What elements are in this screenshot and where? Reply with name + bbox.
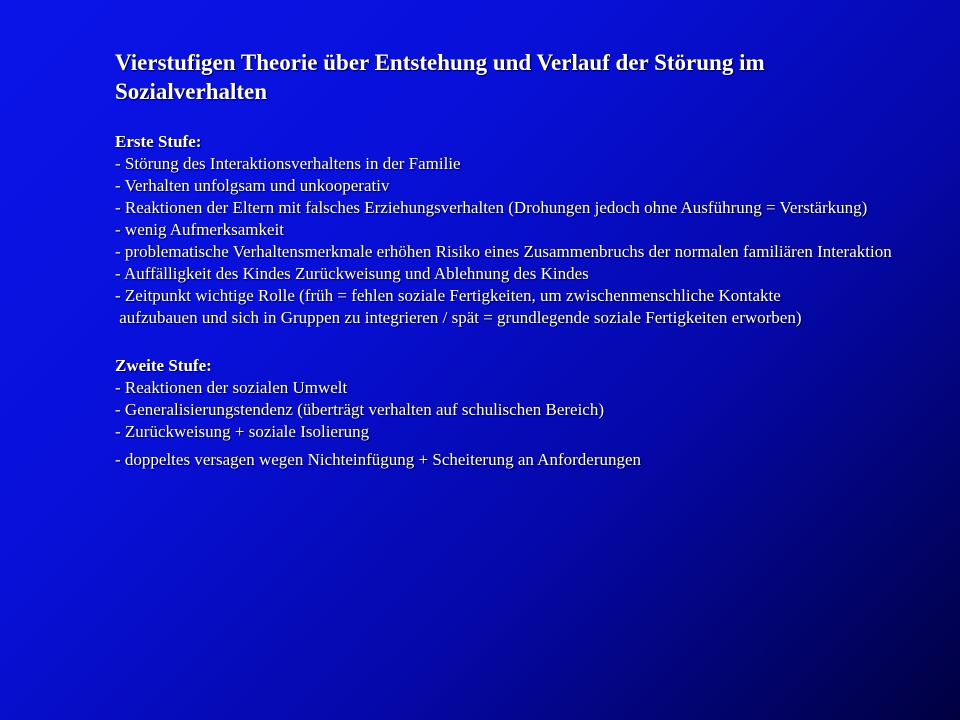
- bullet-line: - problematische Verhaltensmerkmale erhöhen Risiko eines Zusammenbruchs der normalen familiären Interaktion: [115, 242, 892, 261]
- bullet-line: - doppeltes versagen wegen Nichteinfügung + Scheiterung an Anforderungen: [115, 450, 642, 469]
- bullet-line: - Reaktionen der Eltern mit falsches Erziehungsverhalten (Drohungen jedoch ohne Ausführung = Verstärkung): [115, 198, 868, 217]
- section-heading: Zweite Stufe:: [115, 356, 212, 375]
- bullet-line: - Zeitpunkt wichtige Rolle (früh = fehlen soziale Fertigkeiten, um zwischenmenschliche Kontakte: [115, 286, 781, 305]
- section-heading: Erste Stufe:: [115, 132, 202, 151]
- bullet-line: - Zurückweisung + soziale Isolierung: [115, 422, 370, 441]
- bullet-line: - Störung des Interaktionsverhaltens in der Familie: [115, 154, 461, 173]
- section-zweite-stufe: [115, 355, 915, 471]
- section-erste-stufe: [115, 131, 915, 329]
- bullet-line: - Generalisierungstendenz (überträgt verhalten auf schulischen Bereich): [115, 400, 605, 419]
- slide-title: Vierstufigen Theorie über Entstehung und Verlauf der Störung im Sozialverhalten: [115, 50, 765, 104]
- bullet-line: - Auffälligkeit des Kindes Zurückweisung und Ablehnung des Kindes: [115, 264, 589, 283]
- section-spacer: [115, 329, 915, 355]
- bullet-line: - wenig Aufmerksamkeit: [115, 220, 285, 239]
- slide-content: [115, 48, 915, 471]
- bullet-line: - Reaktionen der sozialen Umwelt: [115, 378, 348, 397]
- bullet-line: - Verhalten unfolgsam und unkooperativ: [115, 176, 390, 195]
- bullet-line: aufzubauen und sich in Gruppen zu integrieren / spät = grundlegende soziale Fertigkeiten erworben): [115, 308, 802, 327]
